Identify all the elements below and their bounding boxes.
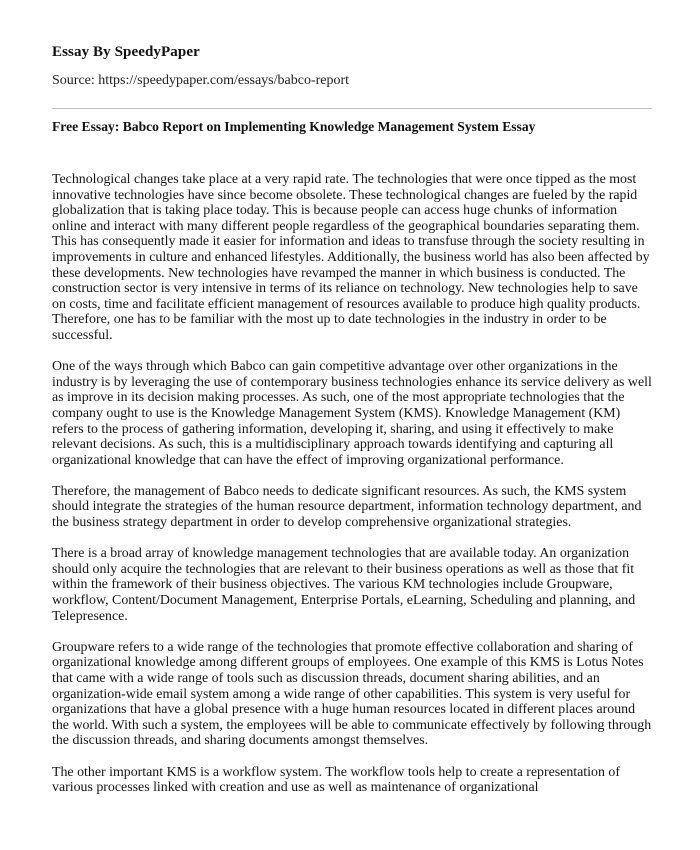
paragraph: Technological changes take place at a very rapid rate. The technologies that were once tipped as the most innovative technologies have since become obsolete. These technological changes are fueled by the rapid globalization that is taking place today. This is because people can access huge chunks of information online and interact with many different people regardless of the geographical boundaries separating them. This has consequently made it easier for information and ideas to transfuse through the society resulting in improvements in culture and enhanced lifestyles. Additionally, the business world has also been affected by these developments. New technologies have revamped the manner in which business is conducted. The construction sector is very intensive in terms of its reliance on technology. New technologies help to save on costs, time and facilitate efficient management of resources available to produce high quality products. Therefore, one has to be familiar with the most up to date technologies in the industry in order to be successful. xyxy=(52,172,650,343)
paragraph: Groupware refers to a wide range of the technologies that promote effective collaboration and sharing of organizational knowledge among different groups of employees. One example of this KMS is Lotus Notes that came with a wide range of tools such as discussion threads, document sharing abilities, and an organization-wide email system among a wide range of other capabilities. This system is very useful for organizations that have a global presence with a huge human resources located in different places around the world. With such a system, the employees will be able to communicate effectively by following through the discussion threads, and sharing documents amongst themselves. xyxy=(52,639,652,749)
paragraph: Therefore, the management of Babco needs to dedicate significant resources. As such, the KMS system should integrate the strategies of the human resource department, information technology department, and the business strategy department in order to develop comprehensive organizational strategies. xyxy=(52,483,642,531)
paragraph: The other important KMS is a workflow system. The workflow tools help to create a representation of various processes linked with creation and use as well as maintenance of organizational xyxy=(52,764,620,796)
site-title: Essay By SpeedyPaper xyxy=(52,44,200,60)
paragraph: There is a broad array of knowledge management technologies that are available today. An organization should only acquire the technologies that are relevant to their business operations as well as those that fit within the framework of their business objectives. The various KM technologies include Groupware, workflow, Content/Document Management, Enterprise Portals, eLearning, Scheduling and planning, and Telepresence. xyxy=(52,546,636,624)
essay-body xyxy=(52,172,654,811)
source-line: Source: https://speedypaper.com/essays/babco-report xyxy=(52,73,350,88)
paragraph: One of the ways through which Babco can gain competitive advantage over other organizations in the industry is by leveraging the use of contemporary business technologies enhance its service delivery as well as improve in its decision making processes. As such, one of the most appropriate technologies that the company ought to use is the Knowledge Management System (KMS). Knowledge Management (KM) refers to the process of gathering information, developing it, sharing, and using it effectively to make relevant decisions. As such, this is a multidisciplinary approach towards identifying and capturing all organizational knowledge that can have the effect of improving organizational performance. xyxy=(52,359,652,468)
essay-title: Free Essay: Babco Report on Implementing Knowledge Management System Essay xyxy=(52,119,536,134)
divider xyxy=(52,108,652,109)
